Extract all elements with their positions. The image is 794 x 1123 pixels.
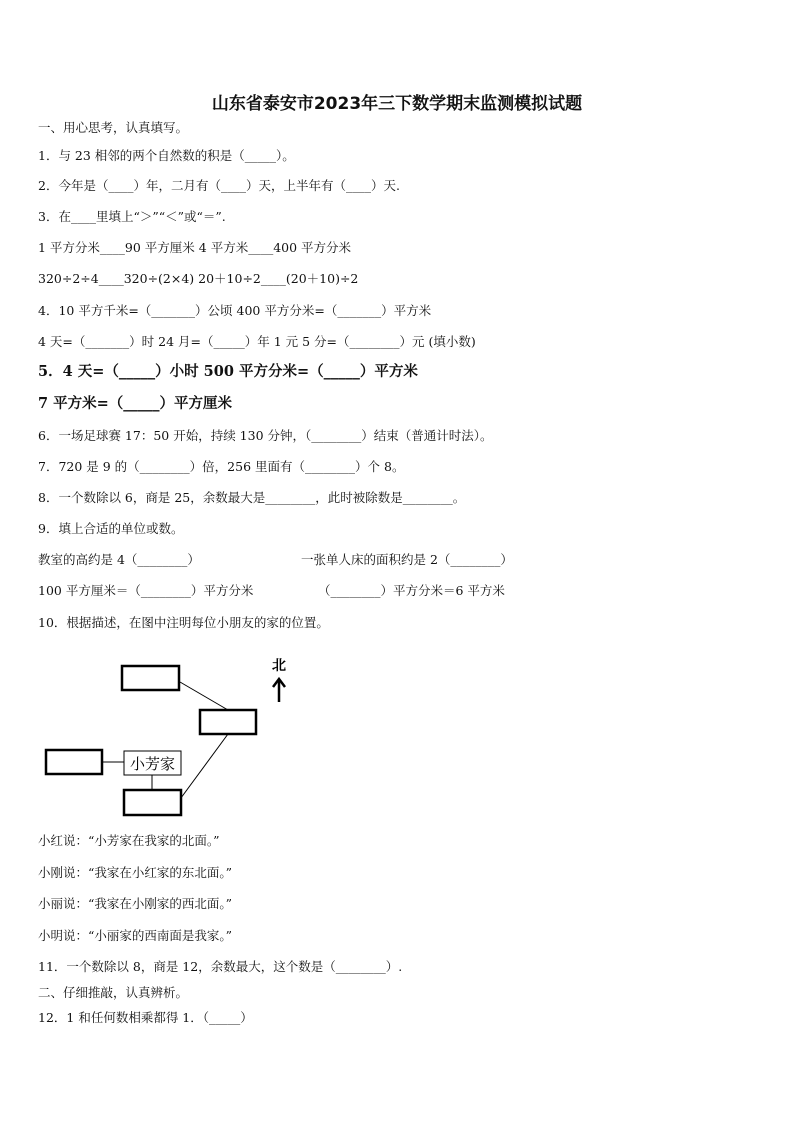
north-label: 北 (272, 658, 286, 674)
question-4-row-a: 4．10 平方千米=（_______）公顷 400 平方分米=（_______）平方米 (38, 303, 432, 318)
question-7: 7．720 是 9 的（________）倍，256 里面有（________）个 8。 (38, 459, 405, 474)
quote-xiaogang: 小刚说：“我家在小红家的东北面。” (38, 865, 233, 880)
question-10: 10．根据描述，在图中注明每位小朋友的家的位置。 (38, 615, 329, 630)
connector-line-2 (178, 734, 228, 802)
question-9-item-c: 100 平方厘米＝（________）平方分米 (38, 583, 254, 598)
question-9-item-d: （________）平方分米＝6 平方米 (318, 583, 505, 598)
question-6: 6．一场足球赛 17：50 开始，持续 130 分钟，（________）结束（普通计时法）。 (38, 428, 493, 443)
empty-box-top[interactable] (122, 666, 179, 690)
section-heading-2: 二、仔细推敲，认真辨析。 (38, 985, 189, 1000)
question-5-row-b: 7 平方米=（_____）平方厘米 (38, 395, 233, 412)
question-4-row-b: 4 天=（_______）时 24 月=（_____）年 1 元 5 分=（________）元 (填小数) (38, 334, 476, 349)
question-3-row-b: 320÷2÷4____320÷(2×4) 20＋10÷2____(20＋10)÷2 (38, 271, 359, 286)
quote-xiaohong: 小红说：“小芳家在我家的北面。” (38, 833, 220, 848)
empty-box-right[interactable] (200, 710, 256, 734)
north-arrow-icon (273, 679, 285, 702)
question-12: 12．1 和任何数相乘都得 1．（_____） (38, 1010, 253, 1025)
question-8: 8．一个数除以 6，商是 25，余数最大是________，此时被除数是________。 (38, 490, 466, 505)
question-9-item-b: 一张单人床的面积约是 2（________） (301, 552, 513, 567)
empty-box-left[interactable] (46, 750, 102, 774)
quote-xiaoming: 小明说：“小丽家的西南面是我家。” (38, 928, 233, 943)
question-3-row-a: 1 平方分米____90 平方厘米 4 平方米____400 平方分米 (38, 240, 352, 255)
section-heading-1: 一、用心思考，认真填写。 (38, 120, 189, 135)
quote-xiaoli: 小丽说：“我家在小刚家的西北面。” (38, 896, 233, 911)
question-9: 9．填上合适的单位或数。 (38, 521, 184, 536)
location-diagram (38, 650, 308, 825)
question-5-row-a: 5．4 天=（_____）小时 500 平方分米=（_____）平方米 (38, 363, 418, 380)
question-1: 1．与 23 相邻的两个自然数的积是（_____）。 (38, 148, 295, 163)
connector-line-1 (180, 682, 228, 710)
question-2: 2．今年是（____）年，二月有（____）天，上半年有（____）天. (38, 178, 400, 193)
question-11: 11．一个数除以 8，商是 12，余数最大，这个数是（________）. (38, 959, 403, 974)
question-9-item-a: 教室的高约是 4（________） (38, 552, 200, 567)
empty-box-bottom[interactable] (124, 790, 181, 815)
question-3: 3．在____里填上“＞”“＜”或“＝”. (38, 209, 226, 224)
center-box-label: 小芳家 (129, 755, 176, 773)
page-title: 山东省泰安市2023年三下数学期末监测模拟试题 (211, 94, 583, 114)
